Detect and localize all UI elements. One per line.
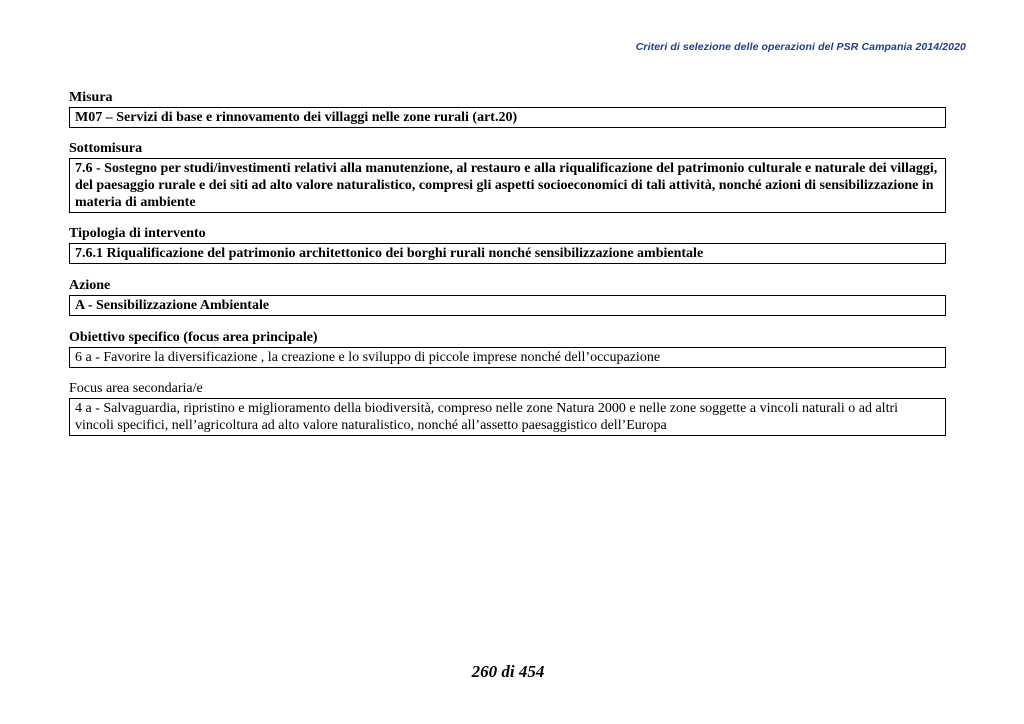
section-tipologia bbox=[69, 226, 946, 264]
section-sottomisura bbox=[69, 141, 946, 213]
document-header-title: Criteri di selezione delle operazioni del PSR Campania 2014/2020 bbox=[635, 41, 966, 53]
misura-value-box: M07 – Servizi di base e rinnovamento dei villaggi nelle zone rurali (art.20) bbox=[69, 107, 946, 128]
section-azione bbox=[69, 278, 946, 316]
tipologia-value-box: 7.6.1 Riqualificazione del patrimonio architettonico dei borghi rurali nonché sensibilizzazione ambientale bbox=[69, 243, 946, 264]
section-focus-secondaria bbox=[69, 381, 946, 436]
page-number-footer bbox=[0, 662, 1020, 682]
tipologia-label: Tipologia di intervento bbox=[69, 226, 206, 241]
azione-value-box: A - Sensibilizzazione Ambientale bbox=[69, 295, 946, 316]
obiettivo-label: Obiettivo specifico (focus area principale) bbox=[69, 330, 318, 345]
focus-secondaria-label: Focus area secondaria/e bbox=[69, 381, 203, 396]
azione-label: Azione bbox=[69, 278, 111, 293]
sottomisura-value-box: 7.6 - Sostegno per studi/investimenti relativi alla manutenzione, al restauro e alla riqualificazione del patrimonio culturale e naturale dei villaggi, del paesaggio rurale e dei siti ad alto valore naturalistico, compresi gli aspetti socioeconomici di tali attività, nonché azioni di sensibilizzazione in materia di ambiente bbox=[69, 158, 946, 213]
obiettivo-value-box: 6 a - Favorire la diversificazione , la creazione e lo sviluppo di piccole imprese nonché dell’occupazione bbox=[69, 347, 946, 368]
page-number: 260 di 454 bbox=[471, 662, 545, 681]
misura-label: Misura bbox=[69, 90, 113, 105]
sottomisura-label: Sottomisura bbox=[69, 141, 143, 156]
section-obiettivo bbox=[69, 330, 946, 368]
section-misura bbox=[69, 90, 946, 128]
focus-secondaria-value-box: 4 a - Salvaguardia, ripristino e miglioramento della biodiversità, compreso nelle zone Natura 2000 e nelle zone soggette a vincoli naturali o ad altri vincoli specifici, nell’agricoltura ad alto valore naturalistico, nonché all’assetto paesaggistico dell’Europa bbox=[69, 398, 946, 436]
